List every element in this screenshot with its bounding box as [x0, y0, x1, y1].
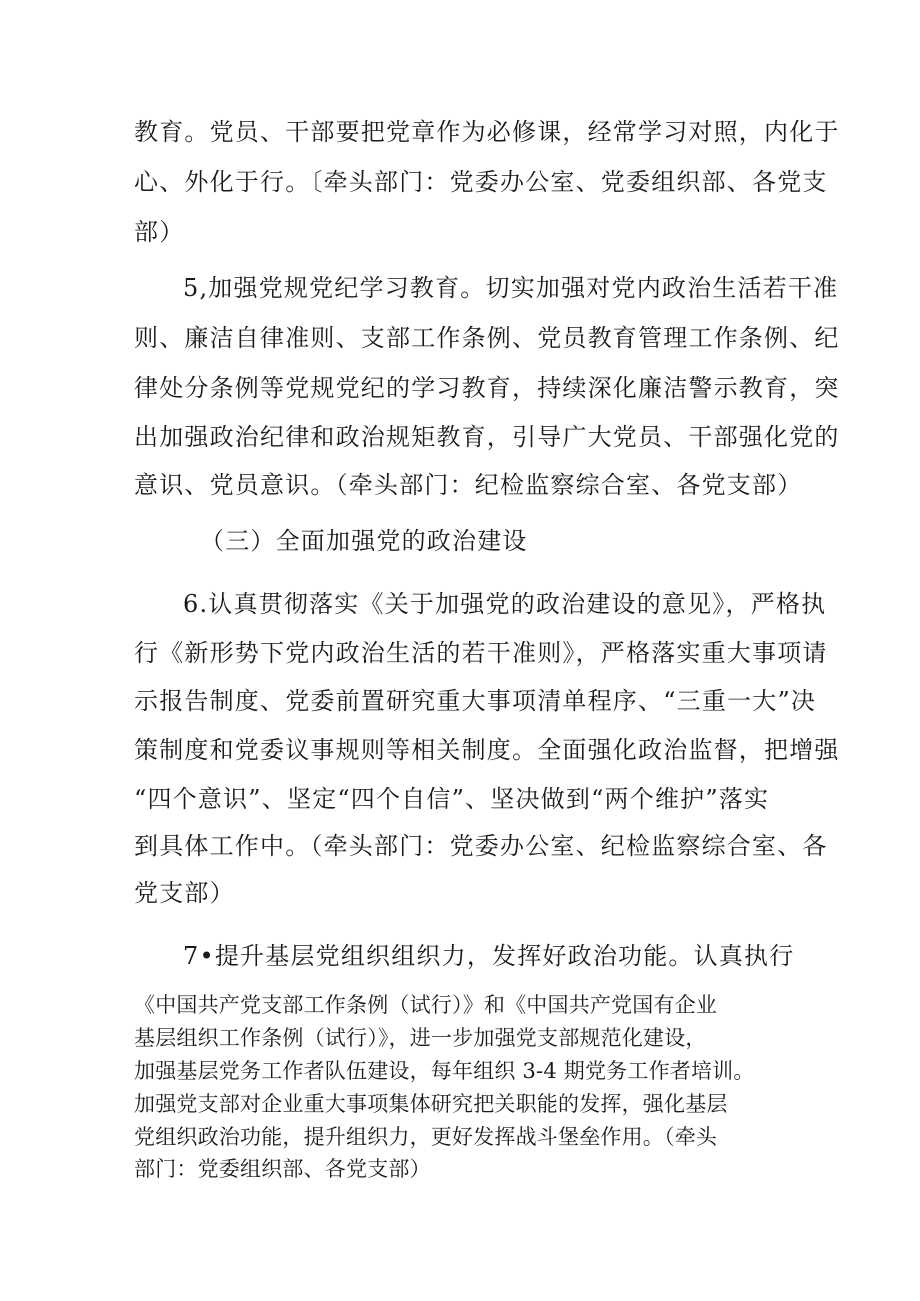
text-line: 部） [134, 218, 185, 246]
text-line: 《中国共产党支部工作条例（试行）》和《中国共产党国有企业 [134, 993, 718, 1017]
text-line: 律处分条例等党规党纪的学习教育，持续深化廉洁警示教育，突 [134, 374, 840, 402]
text-line: 基层组织工作条例（试行）》，进一步加强党支部规范化建设， [134, 1026, 707, 1050]
text-line: 党组织政治功能，提升组织力，更好发挥战斗堡垒作用。（牵头 [134, 1125, 718, 1149]
text-line: 5,加强党规党纪学习教育。切实加强对党内政治生活若干准 [183, 274, 839, 302]
text-line: 加强基层党务工作者队伍建设，每年组织 3-4 期党务工作者培训。 [134, 1059, 755, 1083]
text-line: 出加强政治纪律和政治规矩教育，引导广大党员、干部强化党的 [134, 423, 840, 451]
text-line: “四个意识”、坚定“四个自信”、坚决做到“两个维护”落实 [134, 785, 770, 813]
text-line: 到具体工作中。（牵头部门：党委办公室、纪检监察综合室、各 [134, 832, 828, 860]
text-line: 7•提升基层党组织组织力，发挥好政治功能。认真执行 [183, 942, 795, 970]
text-line: 策制度和党委议事规则等相关制度。全面强化政治监督，把增强 [134, 736, 840, 764]
text-line: 党支部） [134, 879, 235, 907]
text-line: 则、廉洁自律准则、支部工作条例、党员教育管理工作条例、纪 [134, 324, 840, 352]
text-line: 部门：党委组织部、各党支部） [134, 1157, 431, 1181]
text-line: 加强党支部对企业重大事项集体研究把关职能的发挥，强化基层 [134, 1092, 728, 1116]
text-line: 示报告制度、党委前置研究重大事项清单程序、“三重一大”决 [134, 687, 817, 715]
text-line: 行《新形势下党内政治生活的若干准则》，严格落实重大事项请 [134, 639, 828, 667]
text-line: 意识、党员意识。（牵头部门：纪检监察综合室、各党支部） [134, 471, 803, 499]
section-heading: （三）全面加强党的政治建设 [200, 527, 528, 555]
text-line: 6.认真贯彻落实《关于加强党的政治建设的意见》，严格执 [183, 590, 827, 618]
text-line: 教育。党员、干部要把党章作为必修课，经常学习对照，内化于 [134, 118, 840, 146]
text-line: 心、外化于行。〔牵头部门：党委办公室、党委组织部、各党支 [134, 168, 828, 196]
